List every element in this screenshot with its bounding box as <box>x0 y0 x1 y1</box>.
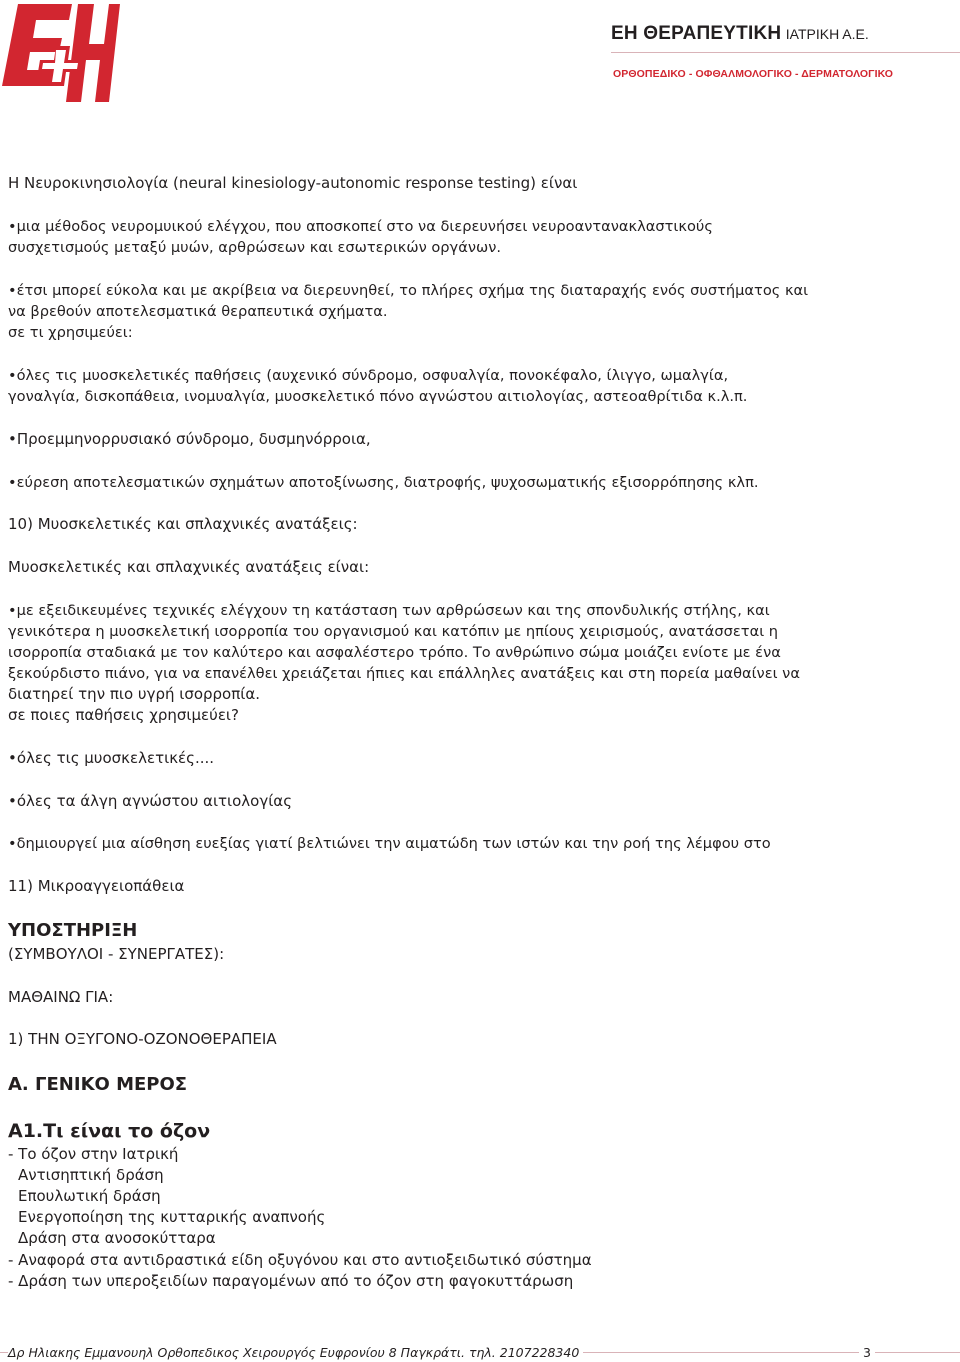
text-line: •έτσι μπορεί εύκολα και με ακρίβεια να διερευνηθεί, το πλήρες σχήμα της διαταραχής ενός συστήματος και <box>8 282 809 299</box>
outline-subitem: Δράση στα ανοσοκύτταρα <box>18 1229 216 1247</box>
text-line: σε ποιες παθήσεις χρησιμεύει? <box>8 706 239 724</box>
text-line: συσχετισμούς μεταξύ μυών, αρθρώσεων και εσωτερικών οργάνων. <box>8 239 501 256</box>
text-line: διατηρεί την πιο υγρή ισορροπία. <box>8 685 260 703</box>
outline-item: - Αναφορά στα αντιδραστικά είδη οξυγόνου και στο αντιοξειδωτικό σύστημα <box>8 1251 592 1269</box>
footer-contact: Δρ Ηλιακης Εμμανουηλ Ορθοπεδικος Χειρουργός Ευφρονίου 8 Παγκράτι. τηλ. 2107228340 <box>8 1345 583 1360</box>
support-subheading: (ΣΥΜΒΟΥΛΟΙ - ΣΥΝΕΡΓΑΤΕΣ): <box>8 945 225 963</box>
text-line: •δημιουργεί μια αίσθηση ευεξίας γιατί βελτιώνει την αιματώδη των ιστών και την ροή της λέμφου στο <box>8 835 771 852</box>
text-line: Μυοσκελετικές και σπλαχνικές ανατάξεις είναι: <box>8 558 370 576</box>
text-line: •με εξειδικευμένες τεχνικές ελέγχουν τη κατάσταση των αρθρώσεων και της σπονδυλικής στήλης, και <box>8 602 770 619</box>
outline-item: - Το όζον στην Ιατρική <box>8 1145 179 1163</box>
text-line: ξεκούρδιστο πιάνο, για να επανέλθει χρειάζεται ήπιες και επάλληλες ανατάξεις και στη πορεία μαθαίνει να <box>8 665 800 682</box>
text-line: να βρεθούν αποτελεσματικά θεραπευτικά σχήματα. <box>8 303 388 320</box>
learn-heading: ΜΑΘΑΙΝΩ ΓΙΑ: <box>8 988 114 1006</box>
company-name: ΕΗ ΘΕΡΑΠΕΥΤΙΚΗ ΙΑΤΡΙΚΗ Α.Ε. <box>611 23 869 44</box>
outline-subitem: Ενεργοποίηση της κυτταρικής αναπνοής <box>18 1208 326 1226</box>
page-number: 3 <box>859 1345 875 1360</box>
company-logo <box>0 0 120 104</box>
section-heading: 11) Μικροαγγειοπάθεια <box>8 877 185 895</box>
section-heading: 10) Μυοσκελετικές και σπλαχνικές ανατάξεις: <box>8 515 358 533</box>
outline-item: - Δράση των υπεροξειδίων παραγομένων από το όζον στη φαγοκυττάρωση <box>8 1272 574 1290</box>
text-line: ισορροπία σταδιακά με τον καλύτερο και ασφαλέστερο τρόπο. Το ανθρώπινο σώμα μοιάζει ενίοτε με ένα <box>8 644 781 661</box>
text-line: •Προεμμηνορρυσιακό σύνδρομο, δυσμηνόρροια, <box>8 430 371 448</box>
outline-subitem: Επουλωτική δράση <box>18 1187 161 1205</box>
support-heading: ΥΠΟΣΤΗΡΙΞΗ <box>8 920 138 941</box>
text-line: γοναλγία, δισκοπάθεια, ινομυαλγία, μυοσκελετικό πόνο αγνώστου αιτιολογίας, αστεοαθρίτιδα κ.λ.π. <box>8 388 748 405</box>
header-divider <box>611 52 960 53</box>
topic-title: 1) ΤΗΝ ΟΞΥΓΟΝΟ-ΟΖΟΝΟΘΕΡΑΠΕΙΑ <box>8 1030 277 1048</box>
text-line: •όλες τις μυοσκελετικές.... <box>8 749 215 767</box>
section-a1-heading: Α1.Τι είναι το όζον <box>8 1120 211 1142</box>
text-line: γενικότερα η μυοσκελετική ισορροπία του οργανισμού και κατόπιν με ηπίους χειρισμούς, ανατάσσεται η <box>8 623 779 640</box>
intro-line: Η Νευροκινησιολογία (neural kinesiology-autonomic response testing) είναι <box>8 174 578 192</box>
text-line: •μια μέθοδος νευρομυικού ελέγχου, που αποσκοπεί στο να διερευνήσει νευροαντανακλαστικούς <box>8 218 713 235</box>
text-line: •όλες τα άλγη αγνώστου αιτιολογίας <box>8 792 292 810</box>
text-line: σε τι χρησιμεύει: <box>8 324 133 341</box>
text-line: •όλες τις μυοσκελετικές παθήσεις (αυχενικό σύνδρομο, οσφυαλγία, πονοκέφαλο, ίλιγγο, ωμαλγία, <box>8 367 729 384</box>
text-line: •εύρεση αποτελεσματικών σχημάτων αποτοξίνωσης, διατροφής, ψυχοσωματικής εξισορρόπησης κλπ. <box>8 474 759 491</box>
section-a-heading: Α. ΓΕΝΙΚΟ ΜΕΡΟΣ <box>8 1074 188 1095</box>
outline-subitem: Αντισηπτική δράση <box>18 1166 164 1184</box>
specialties-line: ΟΡΘΟΠΕΔΙΚΟ - ΟΦΘΑΛΜΟΛΟΓΙΚΟ - ΔΕΡΜΑΤΟΛΟΓΙΚΟ <box>613 68 894 80</box>
